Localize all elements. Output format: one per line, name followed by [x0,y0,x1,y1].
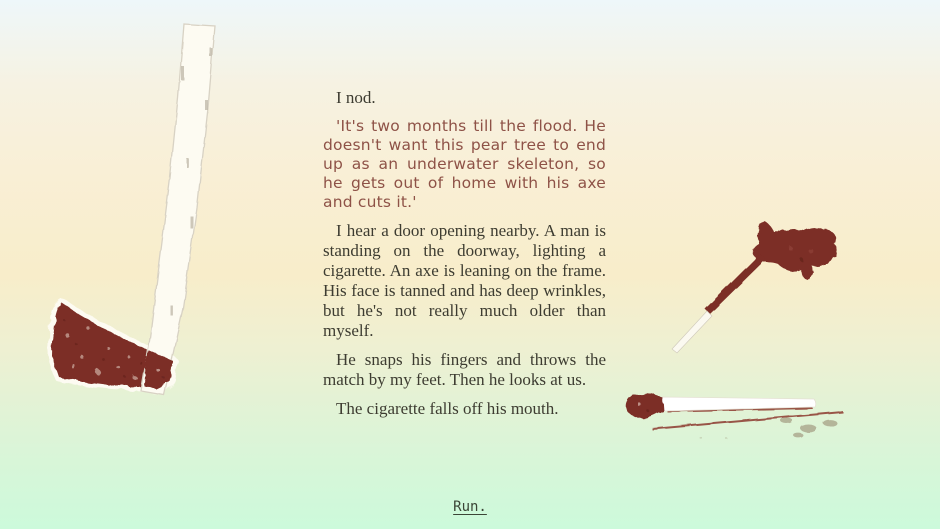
choices-bar [0,498,940,516]
axe-illustration [40,8,240,410]
match-illustration [660,200,850,365]
ash-smudges [699,418,837,440]
narration-paragraph: He snaps his fingers and throws the match by my feet. Then he looks at us. [323,350,606,389]
match-flame [753,220,838,278]
narration-paragraph: I hear a door opening nearby. A man is standing on the doorway, lighting a cigarette. An axe is leaning on the frame. His face is tanned and has deep wrinkles, but he's not really much older than myself. [323,221,606,340]
narration-paragraph: The cigarette falls off his mouth. [336,399,559,418]
narration-paragraph: I nod. [336,88,376,107]
cigarette-tip [626,393,663,418]
story-text-column [323,88,606,428]
cigarette-illustration [615,375,850,455]
run-choice-link[interactable]: Run. [453,499,487,515]
match-stick [672,254,766,353]
dialogue-paragraph: 'It's two months till the flood. He doesn't want this pear tree to end up as an underwater skeleton, so he gets out of home with his axe and cuts it.' [323,117,606,211]
axe-handle [141,24,215,395]
